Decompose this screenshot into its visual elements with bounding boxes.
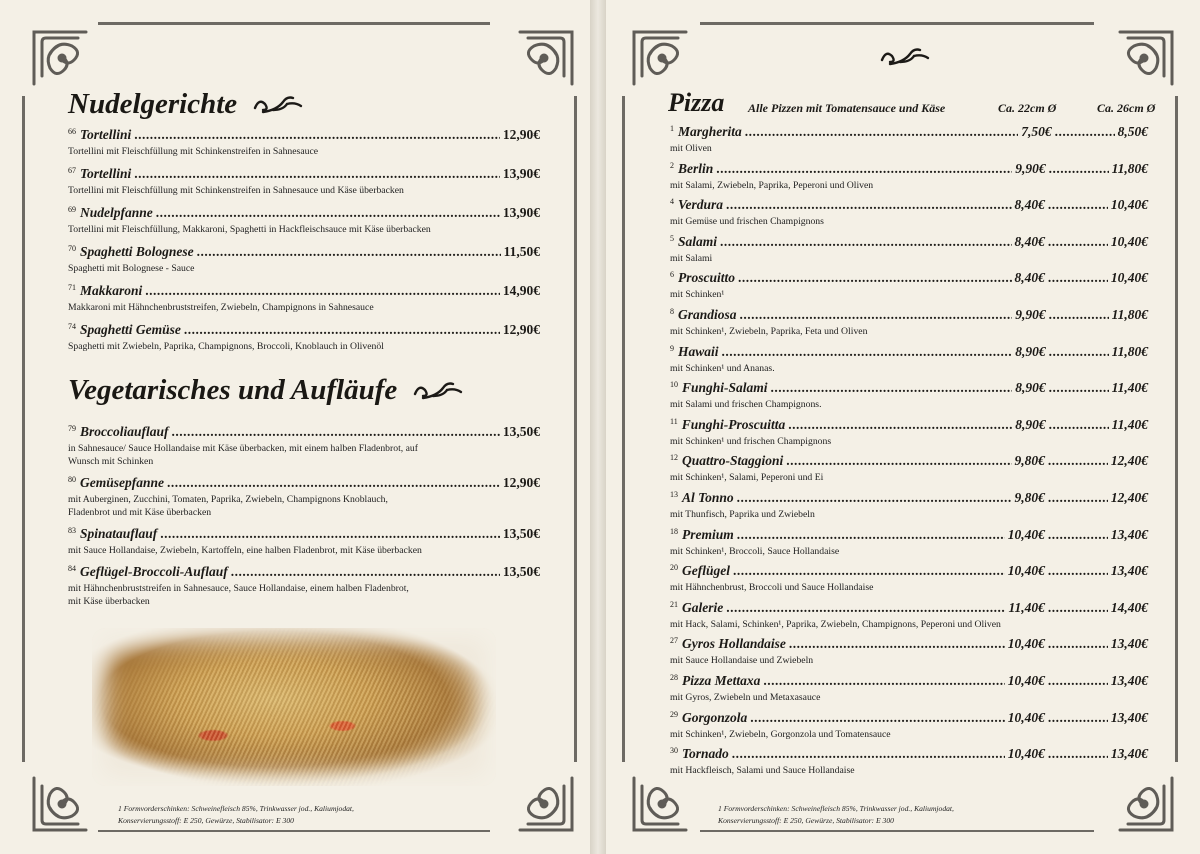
- menu-item-line: [68, 322, 540, 340]
- price-small: 10,40€: [1007, 636, 1045, 652]
- item-price: 13,50€: [502, 564, 540, 579]
- flourish-corner-icon: [628, 24, 694, 90]
- dot-leader: [134, 166, 500, 182]
- item-price: 11,50€: [503, 244, 540, 259]
- pizza-item: [670, 527, 1148, 558]
- item-name: Spaghetti Bolognese: [80, 244, 194, 259]
- item-number: 69: [68, 205, 76, 214]
- pizza-item: [670, 673, 1148, 704]
- menu-page-left: [0, 0, 590, 854]
- price-large: 13,40€: [1110, 563, 1148, 579]
- menu-item: [68, 205, 540, 236]
- price-small: 11,40€: [1008, 599, 1045, 615]
- dot-leader: [167, 475, 500, 491]
- item-number: 27: [670, 636, 678, 646]
- dot-leader: [1048, 600, 1108, 616]
- pizza-item-line: [670, 197, 1148, 215]
- item-description: mit Auberginen, Zucchini, Tomaten, Paprika, Zwiebeln, Champignons Knoblauch,: [68, 494, 388, 505]
- menu-page-right: [606, 0, 1200, 854]
- dot-leader: [1048, 710, 1108, 726]
- frame-bottom-line: [98, 830, 490, 832]
- price-large: 11,80€: [1111, 160, 1148, 176]
- price-large: 10,40€: [1110, 270, 1148, 286]
- price-large: 13,40€: [1110, 746, 1148, 762]
- item-description: mit Hähnchenbrust, Broccoli und Sauce Hollandaise: [670, 582, 874, 594]
- pizza-subtitle: Alle Pizzen mit Tomatensauce und Käse: [748, 101, 946, 115]
- item-number: 5: [670, 233, 674, 243]
- item-number: 10: [670, 380, 678, 390]
- price-small: 10,40€: [1007, 709, 1045, 725]
- flourish-corner-icon: [512, 772, 578, 838]
- footnote-line: 1 Formvorderschinken: Schweinefleisch 85%, Trinkwasser jod., Kaliumjodat,: [118, 804, 354, 813]
- item-description: mit Schinken¹, Zwiebeln, Paprika, Feta und Oliven: [670, 326, 868, 337]
- dot-leader: [231, 564, 500, 580]
- price-large: 14,40€: [1110, 599, 1148, 615]
- item-name: Broccoliauflauf: [80, 424, 169, 439]
- dot-leader: [1048, 197, 1108, 213]
- dot-leader: [1048, 563, 1108, 579]
- dot-leader: [1049, 307, 1109, 323]
- dot-leader: [737, 490, 1012, 506]
- menu-item: [68, 166, 540, 197]
- item-number: 67: [68, 166, 76, 175]
- item-number: 9: [670, 343, 674, 353]
- item-description: mit Gemüse und frischen Champignons: [670, 216, 824, 228]
- pizza-item-line: [670, 563, 1148, 581]
- item-price: 13,50€: [502, 526, 540, 541]
- item-name: Proscuitto: [678, 270, 736, 286]
- pizza-item: [670, 161, 1148, 192]
- item-name: Salami: [678, 233, 718, 249]
- dot-leader: [733, 563, 1005, 579]
- footnote-line: Konservierungsstoff: E 250, Gewürze, Stabilisator: E 300: [718, 816, 894, 825]
- dot-leader: [184, 322, 500, 338]
- menu-item: [68, 564, 540, 608]
- menu-item-line: [68, 283, 540, 301]
- price-large: 13,40€: [1110, 673, 1148, 688]
- item-description: mit Oliven: [670, 143, 712, 154]
- frame-top-line: [700, 22, 1094, 25]
- dot-leader: [1048, 527, 1108, 543]
- page-gutter: [590, 0, 606, 854]
- pizza-item: [670, 563, 1148, 594]
- item-number: 30: [670, 746, 678, 756]
- section-title-pizza: [668, 88, 724, 118]
- item-description: Tortellini mit Fleischfüllung, Makkaroni, Spaghetti in Hackfleischsauce mit Käse überbacken: [68, 224, 431, 235]
- dot-leader: [716, 161, 1012, 177]
- frame-left-line: [22, 96, 25, 762]
- size-small-header: Ca. 22cm Ø: [998, 101, 1057, 115]
- item-number: 12: [670, 453, 678, 463]
- item-description: mit Sauce Hollandaise und Zwiebeln: [670, 655, 814, 667]
- item-description: mit Hack, Salami, Schinken¹, Paprika, Zwiebeln, Champignons, Peperoni und Oliven: [670, 618, 1001, 630]
- price-small: 8,90€: [1015, 343, 1046, 359]
- dot-leader: [737, 527, 1005, 543]
- pizza-item: [670, 234, 1148, 265]
- section-title-text: Nudelgerichte: [68, 88, 238, 120]
- price-large: 13,40€: [1110, 526, 1148, 542]
- pizza-item-line: [670, 636, 1148, 654]
- item-description: mit Hähnchenbruststreifen in Sahnesauce, Sauce Hollandaise, einem halben Fladenbrot,: [68, 583, 409, 594]
- dot-leader: [160, 526, 500, 542]
- dot-leader: [172, 424, 500, 440]
- item-description: Spaghetti mit Bolognese - Sauce: [68, 263, 195, 274]
- section-title-noodles: [68, 88, 303, 121]
- footnote: [718, 803, 954, 827]
- item-name: Gemüsepfanne: [80, 475, 164, 490]
- price-large: 12,40€: [1110, 453, 1148, 469]
- pizza-item: [670, 197, 1148, 228]
- frame-right-line: [1175, 96, 1178, 762]
- pizza-item: [670, 270, 1148, 301]
- flourish-corner-icon: [628, 772, 694, 838]
- item-description: mit Thunfisch, Paprika und Zwiebeln: [670, 509, 815, 520]
- item-name: Tortellini: [80, 166, 132, 181]
- dot-leader: [726, 197, 1011, 213]
- menu-item: [68, 526, 540, 557]
- item-name: Hawaii: [678, 343, 719, 359]
- menu-item-line: [68, 127, 540, 145]
- pizza-item: [670, 380, 1148, 411]
- menu-item: [68, 424, 540, 468]
- item-name: Tortellini: [80, 127, 132, 142]
- pizza-item-line: [670, 344, 1148, 362]
- flourish-corner-icon: [28, 24, 94, 90]
- price-small: 8,90€: [1015, 380, 1046, 396]
- flourish-corner-icon: [1112, 24, 1178, 90]
- price-small: 10,40€: [1007, 673, 1045, 688]
- item-number: 4: [670, 197, 674, 207]
- price-small: 7,50€: [1021, 124, 1052, 139]
- menu-item-line: [68, 564, 540, 582]
- price-large: 8,50€: [1117, 124, 1148, 139]
- item-description: mit Schinken¹: [670, 289, 725, 301]
- menu-item-line: [68, 475, 540, 493]
- dot-leader: [788, 417, 1012, 433]
- item-number: 29: [670, 709, 678, 719]
- menu-item-line: [68, 244, 540, 262]
- footnote-line: 1 Formvorderschinken: Schweinefleisch 85%, Trinkwasser jod., Kaliumjodat,: [718, 804, 954, 813]
- item-price: 13,90€: [502, 205, 540, 220]
- price-small: 8,90€: [1015, 416, 1046, 432]
- item-price: 12,90€: [502, 127, 540, 142]
- pizza-item-line: [670, 600, 1148, 618]
- item-description: Makkaroni mit Hähnchenbruststreifen, Zwiebeln, Champignons in Sahnesauce: [68, 302, 374, 313]
- item-name: Pizza Mettaxa: [682, 673, 761, 688]
- item-description: mit Salami: [670, 252, 713, 264]
- dot-leader: [763, 673, 1004, 689]
- price-large: 11,80€: [1111, 343, 1148, 359]
- menu-item: [68, 127, 540, 158]
- item-number: 20: [670, 563, 678, 573]
- price-small: 10,40€: [1007, 563, 1045, 579]
- dot-leader: [786, 453, 1011, 469]
- item-description: mit Schinken¹ und Ananas.: [670, 362, 775, 374]
- item-number: 11: [670, 416, 678, 426]
- menu-item: [68, 475, 540, 519]
- menu-item: [68, 244, 540, 275]
- dot-leader: [726, 600, 1005, 616]
- pizza-item: [670, 636, 1148, 667]
- item-name: Spinatauflauf: [80, 526, 158, 541]
- item-number: 21: [670, 599, 678, 609]
- pizza-item-line: [670, 380, 1148, 398]
- pizza-item-line: [670, 234, 1148, 252]
- pizza-item: [670, 746, 1148, 777]
- pizza-item-line: [670, 746, 1148, 764]
- pizza-item-line: [670, 124, 1148, 142]
- dot-leader: [771, 380, 1013, 396]
- item-description: mit Gyros, Zwiebeln und Metaxasauce: [670, 692, 821, 703]
- item-description: mit Salami, Zwiebeln, Paprika, Peperoni und Oliven: [670, 179, 874, 191]
- item-number: 79: [68, 424, 76, 433]
- item-description: in Sahnesauce/ Sauce Hollandaise mit Käse überbacken, mit einem halben Fladenbrot, auf: [68, 443, 418, 454]
- dot-leader: [197, 244, 501, 260]
- price-small: 8,40€: [1014, 197, 1045, 213]
- item-description: mit Salami und frischen Champignons.: [670, 399, 822, 411]
- price-small: 8,40€: [1014, 233, 1045, 249]
- item-description: Spaghetti mit Zwiebeln, Paprika, Champignons, Broccoli, Knoblauch in Olivenöl: [68, 341, 384, 352]
- item-name: Spaghetti Gemüse: [80, 322, 181, 337]
- item-description: mit Schinken¹, Salami, Peperoni und Ei: [670, 472, 824, 484]
- pizza-item: [670, 344, 1148, 375]
- menu-item: [68, 283, 540, 314]
- item-name: Tornado: [682, 746, 729, 762]
- dot-leader: [1048, 490, 1108, 506]
- item-number: 74: [68, 322, 76, 331]
- item-description: mit Schinken¹ und frischen Champignons: [670, 435, 832, 447]
- item-description: Tortellini mit Fleischfüllung mit Schinkenstreifen in Sahnesauce: [68, 146, 319, 157]
- dot-leader: [1049, 380, 1109, 396]
- item-name: Funghi-Proscuitta: [681, 416, 786, 432]
- dot-leader: [789, 636, 1005, 652]
- price-large: 13,40€: [1110, 636, 1148, 652]
- item-description: mit Hackfleisch, Salami und Sauce Hollandaise: [670, 765, 855, 777]
- item-name: Grandiosa: [678, 307, 737, 322]
- pizza-item: [670, 490, 1148, 521]
- frame-bottom-line: [700, 830, 1094, 832]
- price-large: 11,40€: [1111, 416, 1148, 432]
- price-small: 10,40€: [1007, 746, 1045, 762]
- pizza-item: [670, 600, 1148, 631]
- pizza-item: [670, 417, 1148, 448]
- dot-leader: [738, 270, 1011, 286]
- price-small: 10,40€: [1007, 526, 1045, 542]
- item-number: 2: [670, 160, 674, 170]
- item-price: 13,90€: [502, 166, 540, 181]
- price-large: 11,40€: [1111, 380, 1148, 396]
- price-large: 13,40€: [1110, 709, 1148, 725]
- item-description: mit Schinken¹, Zwiebeln, Gorgonzola und Tomatensauce: [670, 728, 891, 740]
- dot-leader: [134, 127, 500, 143]
- item-name: Al Tonno: [682, 490, 734, 505]
- dot-leader: [1048, 673, 1108, 689]
- flourish-corner-icon: [512, 24, 578, 90]
- item-name: Verdura: [678, 197, 724, 213]
- price-small: 8,40€: [1014, 270, 1045, 286]
- dot-leader: [1048, 270, 1108, 286]
- item-name: Quattro-Staggioni: [682, 453, 784, 469]
- pizza-item-line: [670, 307, 1148, 325]
- pizza-item: [670, 453, 1148, 484]
- dot-leader: [1048, 746, 1108, 762]
- dot-leader: [145, 283, 500, 299]
- item-number: 80: [68, 475, 76, 484]
- menu-item-line: [68, 166, 540, 184]
- pizza-item-line: [670, 417, 1148, 435]
- item-description: Tortellini mit Fleischfüllung mit Schinkenstreifen in Sahnesauce und Käse überbacken: [68, 185, 404, 196]
- dot-leader: [720, 234, 1011, 250]
- item-number: 71: [68, 283, 76, 292]
- item-description: Fladenbrot und mit Käse überbacken: [68, 507, 212, 518]
- pizza-item-line: [670, 161, 1148, 179]
- menu-item-line: [68, 205, 540, 223]
- pizza-item-line: [670, 673, 1148, 691]
- pizza-item-line: [670, 453, 1148, 471]
- price-large: 12,40€: [1110, 490, 1148, 505]
- frame-right-line: [574, 96, 577, 762]
- section-title-text: Vegetarisches und Aufläufe: [68, 374, 398, 406]
- price-small: 9,80€: [1014, 490, 1045, 505]
- item-name: Galerie: [682, 599, 724, 615]
- swirl-ornament-icon: [251, 94, 303, 116]
- item-name: Berlin: [678, 160, 714, 176]
- dot-leader: [1048, 636, 1108, 652]
- pizza-item-line: [670, 270, 1148, 288]
- item-name: Funghi-Salami: [682, 380, 768, 396]
- size-large-header: Ca. 26cm Ø: [1097, 101, 1156, 115]
- dot-leader: [722, 344, 1013, 360]
- item-name: Geflügel: [682, 563, 730, 579]
- item-number: 83: [68, 526, 76, 535]
- item-price: 12,90€: [502, 475, 540, 490]
- pizza-item: [670, 307, 1148, 338]
- item-number: 28: [670, 673, 678, 682]
- item-price: 12,90€: [502, 322, 540, 337]
- footnote-line: Konservierungsstoff: E 250, Gewürze, Stabilisator: E 300: [118, 816, 294, 825]
- flourish-corner-icon: [28, 772, 94, 838]
- dot-leader: [745, 124, 1018, 140]
- price-small: 9,90€: [1015, 307, 1046, 322]
- dot-leader: [156, 205, 500, 221]
- footnote: [118, 803, 354, 827]
- item-name: Margherita: [678, 124, 742, 139]
- pizza-item-line: [670, 710, 1148, 728]
- frame-left-line: [622, 96, 625, 762]
- item-number: 6: [670, 270, 674, 280]
- price-large: 10,40€: [1110, 233, 1148, 249]
- section-title-text: Pizza: [668, 88, 725, 117]
- dot-leader: [1048, 234, 1108, 250]
- price-small: 9,90€: [1015, 160, 1046, 176]
- pizza-item-line: [670, 527, 1148, 545]
- item-number: 13: [670, 490, 678, 499]
- item-number: 66: [68, 127, 76, 136]
- item-name: Makkaroni: [80, 283, 143, 298]
- item-description: mit Käse überbacken: [68, 596, 150, 607]
- dot-leader: [1048, 453, 1108, 469]
- spaghetti-photo-texture: [92, 628, 496, 786]
- item-price: 14,90€: [502, 283, 540, 298]
- dot-leader: [740, 307, 1013, 323]
- flourish-corner-icon: [1112, 772, 1178, 838]
- menu-item-line: [68, 424, 540, 442]
- item-description: mit Sauce Hollandaise, Zwiebeln, Kartoffeln, eine halben Fladenbrot, mit Käse überbacken: [68, 545, 422, 556]
- item-name: Geflügel-Broccoli-Auflauf: [80, 564, 228, 579]
- item-number: 8: [670, 307, 674, 316]
- frame-top-line: [98, 22, 490, 25]
- dot-leader: [750, 710, 1004, 726]
- pizza-item-line: [670, 490, 1148, 508]
- item-description: mit Schinken¹, Broccoli, Sauce Hollandaise: [670, 545, 840, 557]
- pizza-item: [670, 710, 1148, 741]
- menu-item-line: [68, 526, 540, 544]
- dot-leader: [732, 746, 1005, 762]
- dot-leader: [1055, 124, 1115, 140]
- item-name: Premium: [682, 526, 734, 542]
- item-number: 84: [68, 564, 76, 573]
- menu-item: [68, 322, 540, 353]
- dot-leader: [1049, 344, 1109, 360]
- item-price: 13,50€: [502, 424, 540, 439]
- spaghetti-photo: [92, 628, 496, 786]
- price-small: 9,80€: [1014, 453, 1045, 469]
- item-name: Gorgonzola: [682, 709, 748, 725]
- price-large: 10,40€: [1110, 197, 1148, 213]
- dot-leader: [1049, 417, 1109, 433]
- pizza-item: [670, 124, 1148, 155]
- item-name: Gyros Hollandaise: [682, 636, 786, 652]
- dot-leader: [1049, 161, 1109, 177]
- swirl-ornament-icon: [878, 46, 930, 68]
- swirl-ornament-icon: [411, 380, 463, 402]
- item-number: 18: [670, 526, 678, 536]
- item-description: Wunsch mit Schinken: [68, 456, 154, 467]
- item-number: 70: [68, 244, 76, 253]
- price-large: 11,80€: [1111, 307, 1148, 322]
- section-title-vegetarian: [68, 374, 463, 407]
- item-number: 1: [670, 124, 674, 133]
- item-name: Nudelpfanne: [80, 205, 153, 220]
